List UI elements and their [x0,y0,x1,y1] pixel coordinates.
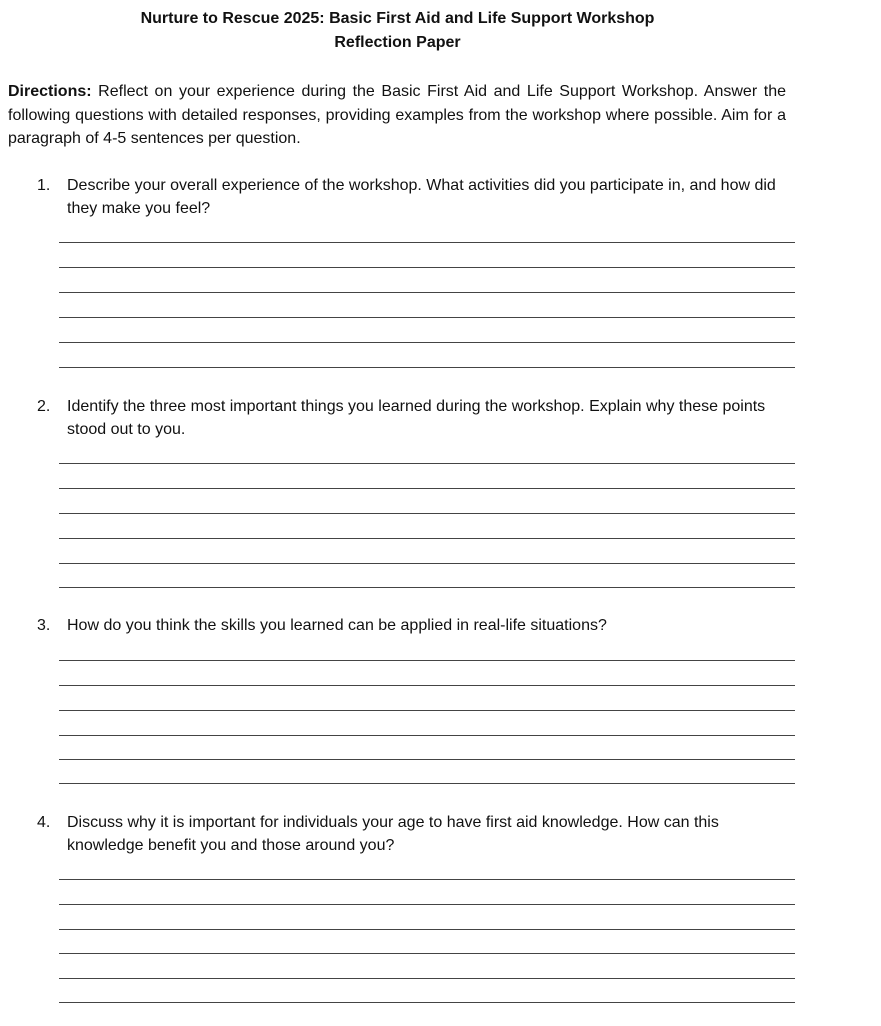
answer-line[interactable] [59,735,795,736]
answer-line[interactable] [59,563,795,564]
answer-line[interactable] [59,953,795,954]
answer-line[interactable] [59,367,795,368]
answer-line[interactable] [59,759,795,760]
question-text: Discuss why it is important for individuals your age to have first aid knowledge. How can this knowledge benefit you and those around you? [67,814,719,854]
question-number: 2. [37,398,51,415]
answer-line[interactable] [59,929,795,930]
answer-line[interactable] [59,317,795,318]
answer-line[interactable] [59,978,795,979]
question-1 [37,174,797,220]
question-text: Identify the three most important things you learned during the workshop. Explain why these points stood out to you. [67,398,766,438]
answer-line[interactable] [59,1002,795,1003]
answer-line[interactable] [59,488,795,489]
answer-line[interactable] [59,342,795,343]
directions-label: Directions: [8,83,92,100]
directions-text: Reflect on your experience during the Basic First Aid and Life Support Workshop. Answer the following questions with detailed responses, providing examples from the workshop where possible. Aim for a paragraph of 4-5 sentences per question. [8,83,786,147]
question-number: 3. [37,617,51,634]
answer-line[interactable] [59,587,795,588]
question-4 [37,811,797,857]
document-subtitle: Reflection Paper [334,34,461,51]
question-3 [37,614,797,637]
question-text: How do you think the skills you learned can be applied in real-life situations? [67,617,607,634]
answer-line[interactable] [59,242,795,243]
question-number: 4. [37,814,51,831]
directions-paragraph [8,80,786,151]
answer-line[interactable] [59,783,795,784]
answer-line[interactable] [59,513,795,514]
question-2 [37,395,797,441]
answer-line[interactable] [59,463,795,464]
answer-line[interactable] [59,267,795,268]
answer-line[interactable] [59,685,795,686]
answer-line[interactable] [59,538,795,539]
question-number: 1. [37,177,51,194]
question-text: Describe your overall experience of the workshop. What activities did you participate in, and how did they make you feel? [67,177,776,217]
answer-line[interactable] [59,292,795,293]
answer-line[interactable] [59,879,795,880]
answer-line[interactable] [59,660,795,661]
answer-line[interactable] [59,710,795,711]
answer-line[interactable] [59,904,795,905]
document-title: Nurture to Rescue 2025: Basic First Aid and Life Support Workshop [140,10,655,27]
